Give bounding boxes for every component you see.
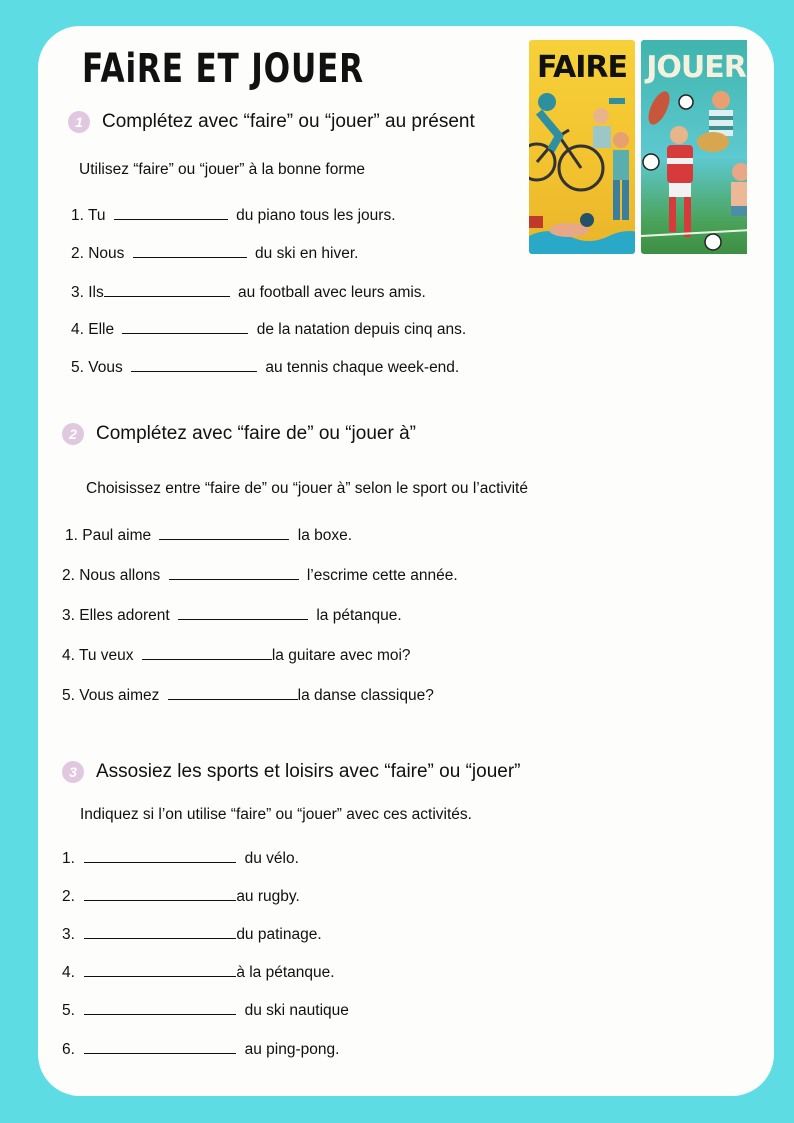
item-prefix: 5. Vous aimez — [62, 687, 160, 704]
item-suffix: l’escrime cette année. — [306, 567, 458, 584]
item-suffix: du vélo. — [244, 850, 299, 867]
jouer-activities-drawing — [641, 40, 747, 254]
answer-blank[interactable] — [114, 205, 228, 220]
item-prefix: 6. — [62, 1041, 75, 1058]
answer-blank[interactable] — [142, 645, 272, 660]
item-prefix: 1. — [62, 850, 75, 867]
exercise-item — [71, 243, 358, 263]
answer-blank[interactable] — [104, 282, 230, 297]
answer-blank[interactable] — [133, 243, 247, 258]
jouer-panel-label: JOUER — [646, 50, 746, 85]
item-suffix: la boxe. — [297, 527, 353, 544]
item-prefix: 1. Tu — [71, 207, 106, 224]
answer-blank[interactable] — [84, 924, 236, 939]
item-prefix: 3. Ils — [71, 284, 104, 301]
answer-blank[interactable] — [168, 685, 298, 700]
item-suffix: la guitare avec moi? — [271, 647, 411, 664]
section-number-badge: 2 — [62, 423, 84, 445]
section-number-badge: 3 — [62, 761, 84, 783]
item-prefix: 2. Nous — [71, 245, 125, 262]
exercise-item — [62, 924, 322, 944]
section-heading-text: Complétez avec “faire” ou “jouer” au présent — [102, 111, 475, 132]
exercise-item — [62, 645, 411, 665]
answer-blank[interactable] — [84, 1039, 236, 1054]
exercise-item — [71, 282, 426, 302]
item-suffix: à la pétanque. — [236, 964, 335, 981]
item-prefix: 2. — [62, 888, 75, 905]
section-number-badge: 1 — [68, 111, 90, 133]
section-3-heading — [62, 761, 520, 783]
item-prefix: 5. Vous — [71, 359, 123, 376]
exercise-item — [71, 357, 459, 377]
exercise-item — [62, 962, 335, 982]
section-heading-text: Assosiez les sports et loisirs avec “faire” ou “jouer” — [96, 761, 521, 782]
exercise-item — [62, 1039, 339, 1059]
item-prefix: 1. Paul aime — [65, 527, 152, 544]
faire-panel-label: FAIRE — [536, 50, 628, 85]
answer-blank[interactable] — [122, 319, 248, 334]
section-2-instruction: Choisissez entre “faire de” ou “jouer à” selon le sport ou l’activité — [86, 480, 528, 497]
item-suffix: la pétanque. — [316, 607, 402, 624]
answer-blank[interactable] — [84, 848, 236, 863]
exercise-item — [71, 319, 466, 339]
item-suffix: du piano tous les jours. — [236, 207, 396, 224]
item-prefix: 5. — [62, 1002, 75, 1019]
exercise-item — [62, 848, 299, 868]
item-suffix: au tennis chaque week-end. — [265, 359, 460, 376]
answer-blank[interactable] — [159, 525, 289, 540]
item-suffix: au ping-pong. — [244, 1041, 340, 1058]
section-1-instruction: Utilisez “faire” ou “jouer” à la bonne forme — [79, 161, 366, 178]
exercise-item — [62, 886, 300, 906]
item-prefix: 4. Tu veux — [62, 647, 134, 664]
section-3-instruction: Indiquez si l’on utilise “faire” ou “jouer” avec ces activités. — [80, 806, 472, 823]
page-title: FAiRE ET JOUER — [82, 46, 364, 92]
answer-blank[interactable] — [178, 605, 308, 620]
faire-panel — [529, 40, 635, 254]
answer-blank[interactable] — [84, 962, 236, 977]
item-suffix: au football avec leurs amis. — [238, 284, 426, 301]
section-2-heading — [62, 423, 416, 445]
item-suffix: du patinage. — [236, 926, 322, 943]
sports-illustration — [529, 40, 747, 254]
item-prefix: 3. Elles adorent — [62, 607, 170, 624]
item-suffix: du ski nautique — [244, 1002, 349, 1019]
item-suffix: la danse classique? — [297, 687, 434, 704]
faire-activities-drawing — [529, 40, 635, 254]
item-suffix: de la natation depuis cinq ans. — [256, 321, 467, 338]
answer-blank[interactable] — [84, 1000, 236, 1015]
jouer-panel — [641, 40, 747, 254]
section-1-heading — [68, 111, 475, 133]
item-suffix: au rugby. — [236, 888, 300, 905]
answer-blank[interactable] — [169, 565, 299, 580]
exercise-item — [62, 605, 402, 625]
item-prefix: 4. Elle — [71, 321, 115, 338]
exercise-item — [71, 205, 396, 225]
section-heading-text: Complétez avec “faire de” ou “jouer à” — [96, 423, 416, 444]
exercise-item — [65, 525, 352, 545]
item-suffix: du ski en hiver. — [255, 245, 359, 262]
item-prefix: 3. — [62, 926, 75, 943]
item-prefix: 4. — [62, 964, 75, 981]
exercise-item — [62, 685, 434, 705]
exercise-item — [62, 565, 458, 585]
answer-blank[interactable] — [84, 886, 236, 901]
item-prefix: 2. Nous allons — [62, 567, 161, 584]
answer-blank[interactable] — [131, 357, 257, 372]
exercise-item — [62, 1000, 349, 1020]
